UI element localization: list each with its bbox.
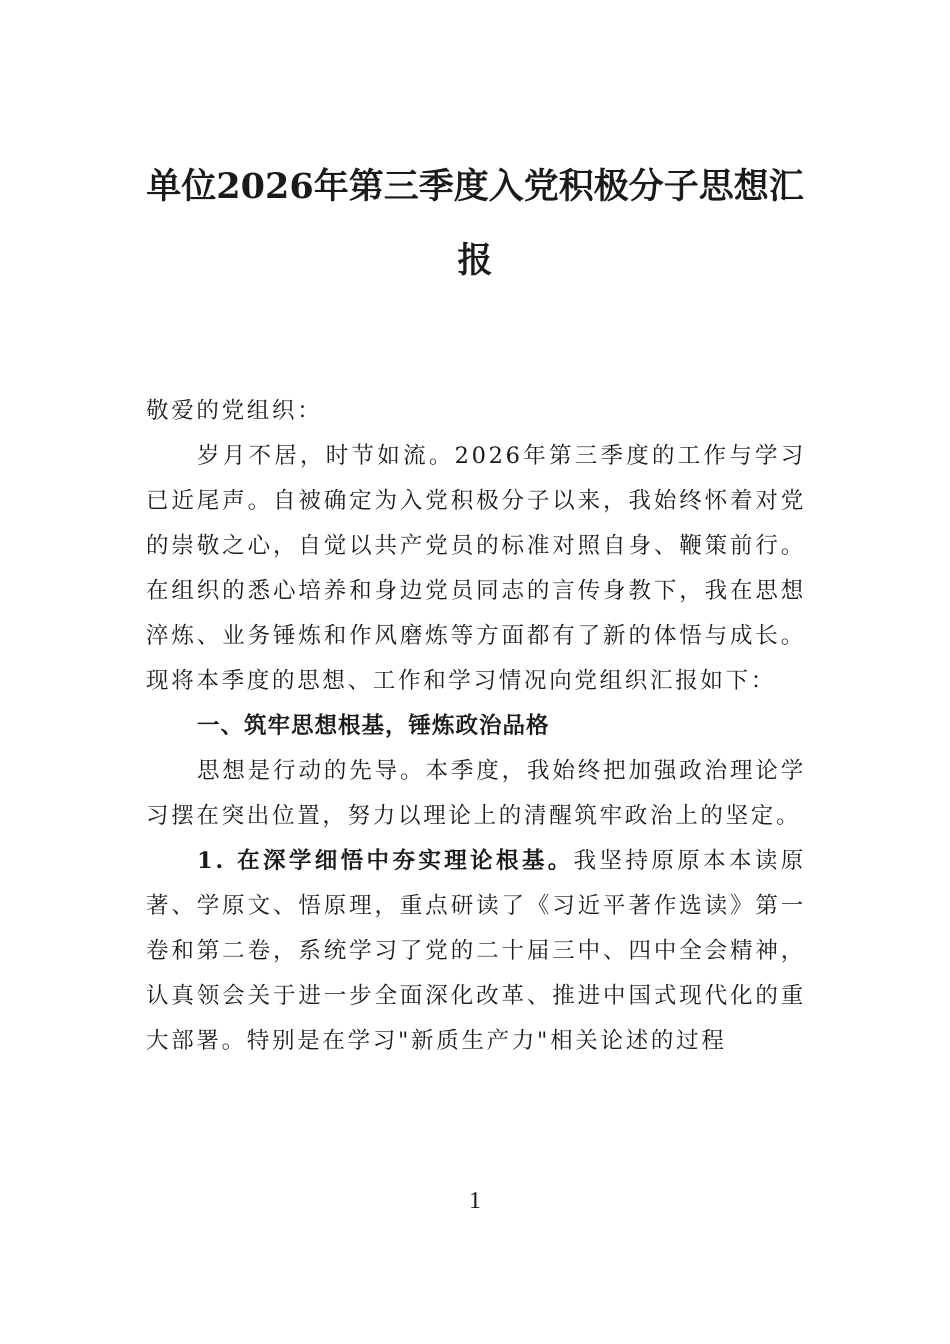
- item1-paragraph: [146, 839, 806, 1064]
- item1-text: 我坚持原原本本读原著、学原文、悟原理，重点研读了《习近平著作选读》第一卷和第二卷，系统学习了党的二十届三中、四中全会精神，认真领会关于进一步全面深化改革、推进中国式现代化的重大部署。特别是在学习"新质生产力"相关论述的过程: [146, 848, 806, 1054]
- document-title-line2: 报: [457, 240, 493, 281]
- salutation: 敬爱的党组织：: [146, 398, 323, 424]
- section1-intro-paragraph: 思想是行动的先导。本季度，我始终把加强政治理论学习摆在突出位置，努力以理论上的清醒筑牢政治上的坚定。: [146, 758, 806, 829]
- intro-paragraph: 岁月不居，时节如流。2026年第三季度的工作与学习已近尾声。自被确定为入党积极分子以来，我始终怀着对党的崇敬之心，自觉以共产党员的标准对照自身、鞭策前行。在组织的悉心培养和身边党员同志的言传身教下，我在思想淬炼、业务锤炼和作风磨炼等方面都有了新的体悟与成长。现将本季度的思想、工作和学习情况向党组织汇报如下：: [146, 443, 806, 694]
- document-body: [146, 389, 806, 1064]
- section-heading-1: 一、筑牢思想根基，锤炼政治品格: [197, 713, 550, 739]
- page-number: 1: [469, 1188, 481, 1214]
- item1-lead: 1. 在深学细悟中夯实理论根基。: [197, 848, 574, 874]
- document-title-line1: 单位2026年第三季度入党积极分子思想汇: [146, 166, 804, 207]
